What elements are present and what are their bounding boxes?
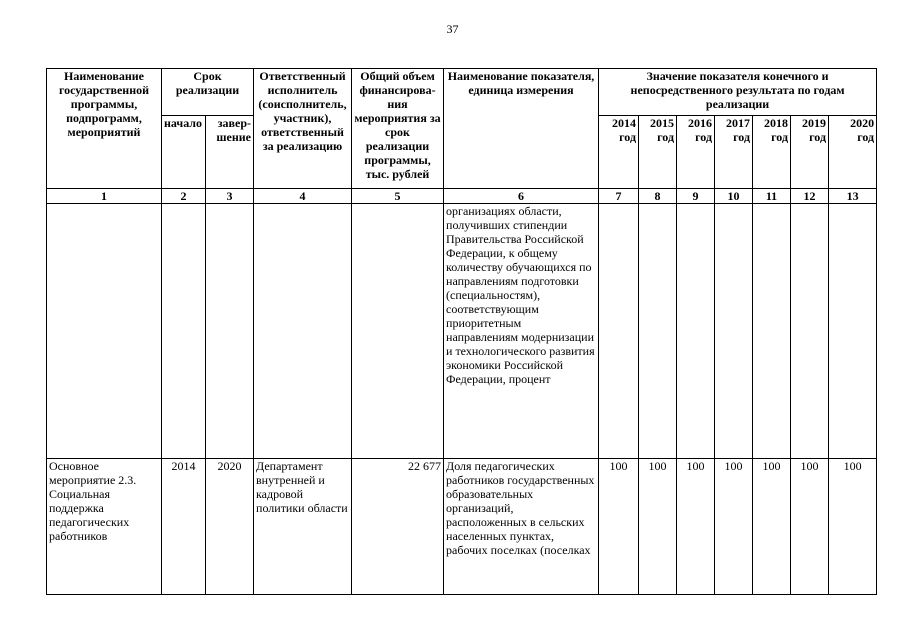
value-cell — [753, 204, 791, 459]
header-year-2014: 2014 год — [599, 116, 639, 189]
header-term-end: завер-шение — [206, 116, 254, 189]
header-year-2018: 2018 год — [753, 116, 791, 189]
header-year-2017: 2017 год — [715, 116, 753, 189]
program-name-cell — [47, 204, 162, 459]
header-values: Значение показателя конечного и непосредственного результата по годам реализации — [599, 69, 877, 116]
column-number: 3 — [206, 189, 254, 204]
funding-cell — [352, 204, 444, 459]
header-year-2016: 2016 год — [677, 116, 715, 189]
value-cell — [715, 204, 753, 459]
header-year-2020: 2020 год — [829, 116, 877, 189]
table-row — [47, 204, 877, 459]
value-cell — [791, 204, 829, 459]
term-end-cell: 2020 — [206, 459, 254, 595]
term-end-cell — [206, 204, 254, 459]
funding-cell: 22 677 — [352, 459, 444, 595]
program-name-cell: Основное мероприятие 2.3. Социальная поддержка педагогических работников — [47, 459, 162, 595]
column-number: 1 — [47, 189, 162, 204]
column-number: 6 — [444, 189, 599, 204]
column-number: 7 — [599, 189, 639, 204]
indicator-cell: организациях области, получивших стипендии Правительства Российской Федерации, к общему количеству обучающихся по направлениям подготовки (специальностям), соответствующим приоритетным направлениям модернизации и технологического развития экономики Российской Федерации, процент — [444, 204, 599, 459]
executor-cell: Департамент внутренней и кадровой политики области — [254, 459, 352, 595]
value-cell: 100 — [599, 459, 639, 595]
header-year-2019: 2019 год — [791, 116, 829, 189]
column-number: 9 — [677, 189, 715, 204]
program-table — [46, 68, 877, 595]
term-start-cell — [162, 204, 206, 459]
header-term-start: начало — [162, 116, 206, 189]
value-cell — [677, 204, 715, 459]
column-number: 8 — [639, 189, 677, 204]
value-cell: 100 — [791, 459, 829, 595]
header-program-name: Наименование государственной программы, подпрограмм, мероприятий — [47, 69, 162, 189]
column-number: 13 — [829, 189, 877, 204]
value-cell: 100 — [639, 459, 677, 595]
value-cell: 100 — [677, 459, 715, 595]
value-cell: 100 — [715, 459, 753, 595]
header-year-2015: 2015 год — [639, 116, 677, 189]
column-number: 2 — [162, 189, 206, 204]
column-number-row — [47, 189, 877, 204]
table-row — [47, 459, 877, 595]
column-number: 4 — [254, 189, 352, 204]
page-number: 37 — [446, 22, 459, 36]
value-cell — [599, 204, 639, 459]
term-start-cell: 2014 — [162, 459, 206, 595]
column-number: 11 — [753, 189, 791, 204]
header-executor: Ответственный исполнитель (соисполнитель, участник), ответственный за реализацию — [254, 69, 352, 189]
header-term: Срок реализации — [162, 69, 254, 116]
header-funding: Общий объем финансирова-ния мероприятия за срок реализации программы, тыс. рублей — [352, 69, 444, 189]
executor-cell — [254, 204, 352, 459]
column-number: 5 — [352, 189, 444, 204]
header-indicator: Наименование показателя, единица измерения — [444, 69, 599, 189]
column-number: 10 — [715, 189, 753, 204]
value-cell: 100 — [753, 459, 791, 595]
value-cell: 100 — [829, 459, 877, 595]
column-number: 12 — [791, 189, 829, 204]
value-cell — [829, 204, 877, 459]
value-cell — [639, 204, 677, 459]
indicator-cell: Доля педагогических работников государственных образовательных организаций, расположенных в сельских населенных пунктах, рабочих поселках (поселках — [444, 459, 599, 595]
table-header — [47, 69, 877, 204]
